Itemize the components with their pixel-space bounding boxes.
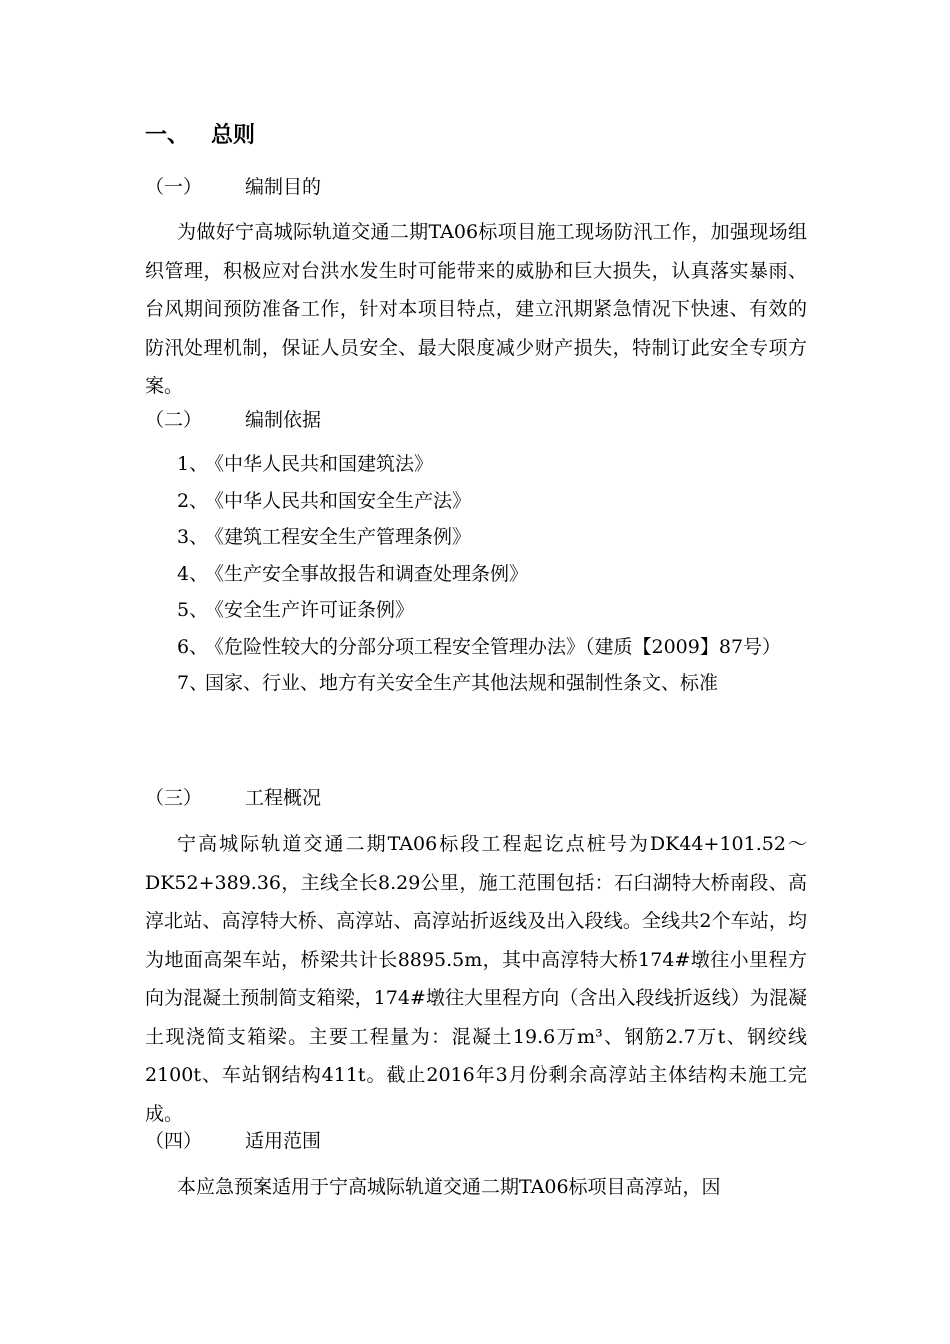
subsection-number: （四） [145, 1130, 203, 1152]
basis-list [177, 446, 809, 702]
subsection-title: 工程概况 [245, 787, 322, 809]
section-heading [145, 118, 255, 149]
subsection-number: （三） [145, 787, 203, 809]
section-title: 总则 [211, 122, 256, 148]
list-item [177, 665, 809, 702]
list-item-number: 1、 [177, 453, 209, 475]
subsection-number: （二） [145, 409, 203, 431]
list-item-number: 2、 [177, 489, 209, 512]
subsection-title: 编制目的 [245, 176, 322, 198]
list-item-number: 5、 [177, 599, 209, 621]
subsection-heading-purpose [145, 172, 321, 199]
list-item-text: 《建筑工程安全生产管理条例》 [205, 526, 472, 548]
list-item-number: 3、 [177, 526, 209, 548]
scope-paragraph: 本应急预案适用于宁高城际轨道交通二期TA06标项目高淳站，因 [177, 1176, 721, 1198]
list-item [177, 592, 809, 629]
list-item-text: 《生产安全事故报告和调查处理条例》 [205, 562, 529, 585]
section-number: 一、 [145, 122, 190, 148]
list-item [177, 446, 809, 483]
list-item-number: 4、 [177, 562, 209, 585]
subsection-number: （一） [145, 176, 203, 198]
list-item-text: 《中华人民共和国建筑法》 [205, 453, 434, 475]
subsection-heading-basis [145, 405, 321, 432]
list-item [177, 629, 809, 666]
list-item [177, 556, 809, 593]
list-item-number: 6、 [177, 635, 209, 658]
list-item [177, 483, 809, 520]
subsection-title: 编制依据 [245, 409, 322, 431]
subsection-heading-scope [145, 1126, 321, 1153]
list-item-text: 国家、行业、地方有关安全生产其他法规和强制性条文、标准 [205, 672, 719, 694]
overview-paragraph: 宁高城际轨道交通二期TA06标段工程起讫点桩号为DK44+101.52～DK52+389.36，主线全长8.29公里，施工范围包括：石臼湖特大桥南段、高淳北站、高淳特大桥、高淳站、高淳站折返线及出入段线。全线共2个车站，均为地面高架车站，桥梁共计长8895.5m，其中高淳特大桥174#墩往小里程方向为混凝土预制简支箱梁，174#墩往大里程方向（含出入段线折返线）为混凝土现浇简支箱梁。主要工程量为：混凝土19.6万m³、钢筋2.7万t、钢绞线2100t、车站钢结构411t。截止2016年3月份剩余高淳站主体结构未施工完成。 [145, 833, 807, 1125]
list-item-number: 7、 [177, 672, 209, 694]
list-item-text: 《危险性较大的分部分项工程安全管理办法》（建质【2009】87号） [205, 635, 782, 658]
subsection-title: 适用范围 [245, 1130, 322, 1152]
list-item-text: 《安全生产许可证条例》 [205, 599, 415, 621]
list-item-text: 《中华人民共和国安全生产法》 [205, 489, 472, 512]
list-item [177, 519, 809, 556]
purpose-paragraph: 为做好宁高城际轨道交通二期TA06标项目施工现场防汛工作，加强现场组织管理，积极应对台洪水发生时可能带来的威胁和巨大损失，认真落实暴雨、台风期间预防准备工作，针对本项目特点，建立汛期紧急情况下快速、有效的防汛处理机制，保证人员安全、最大限度减少财产损失，特制订此安全专项方案。 [145, 221, 807, 397]
subsection-heading-overview [145, 783, 321, 810]
